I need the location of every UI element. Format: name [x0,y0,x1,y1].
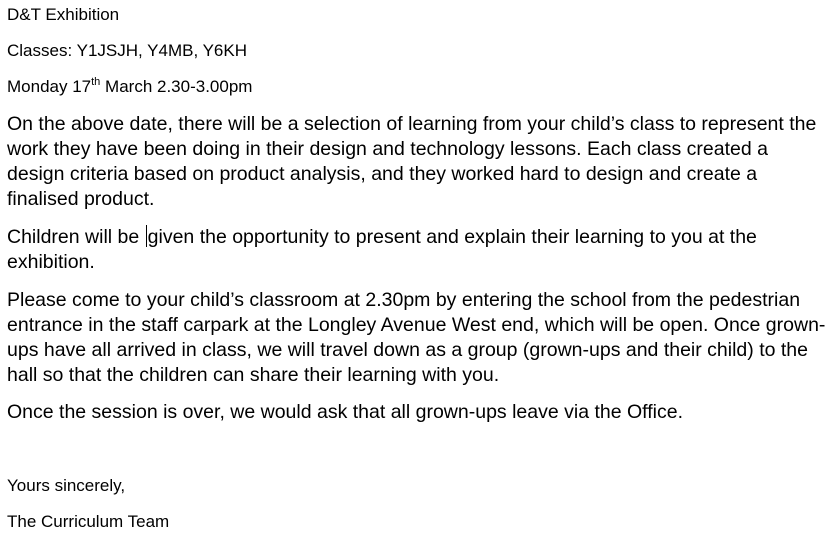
paragraph-presentation-end: given the opportunity to present and explain their learning to you at the exhibition. [7,226,757,273]
paragraph-departure: Once the session is over, we would ask that all grown-ups leave via the Office. [7,401,683,423]
signature-line: The Curriculum Team [7,512,170,531]
date-time: March 2.30-3.00pm [100,77,253,96]
date-day: Monday 17 [7,77,92,96]
date-line [7,77,252,97]
paragraph-presentation[interactable] [7,225,829,275]
paragraph-presentation-start: Children will be [7,226,145,248]
closing-line: Yours sincerely, [7,476,126,495]
paragraph-intro: On the above date, there will be a selection of learning from your child’s class to represent the work they have been doing in their design and technology lessons. Each class created a design criteria based on product analysis, and they worked hard to design and create a finalised product. [7,113,817,210]
letter-title: D&T Exhibition [7,5,120,24]
paragraph-arrival: Please come to your child’s classroom at 2.30pm by entering the school from the pedestrian entrance in the staff carpark at the Longley Avenue West end, which will be open. Once grown-ups have all arrived in class, we will travel down as a group (grown-ups and their child) to the hall so that the children can share their learning with you. [7,289,826,386]
text-cursor [146,225,147,247]
date-ordinal: th [91,76,101,88]
classes-line: Classes: Y1JSJH, Y4MB, Y6KH [7,41,247,60]
